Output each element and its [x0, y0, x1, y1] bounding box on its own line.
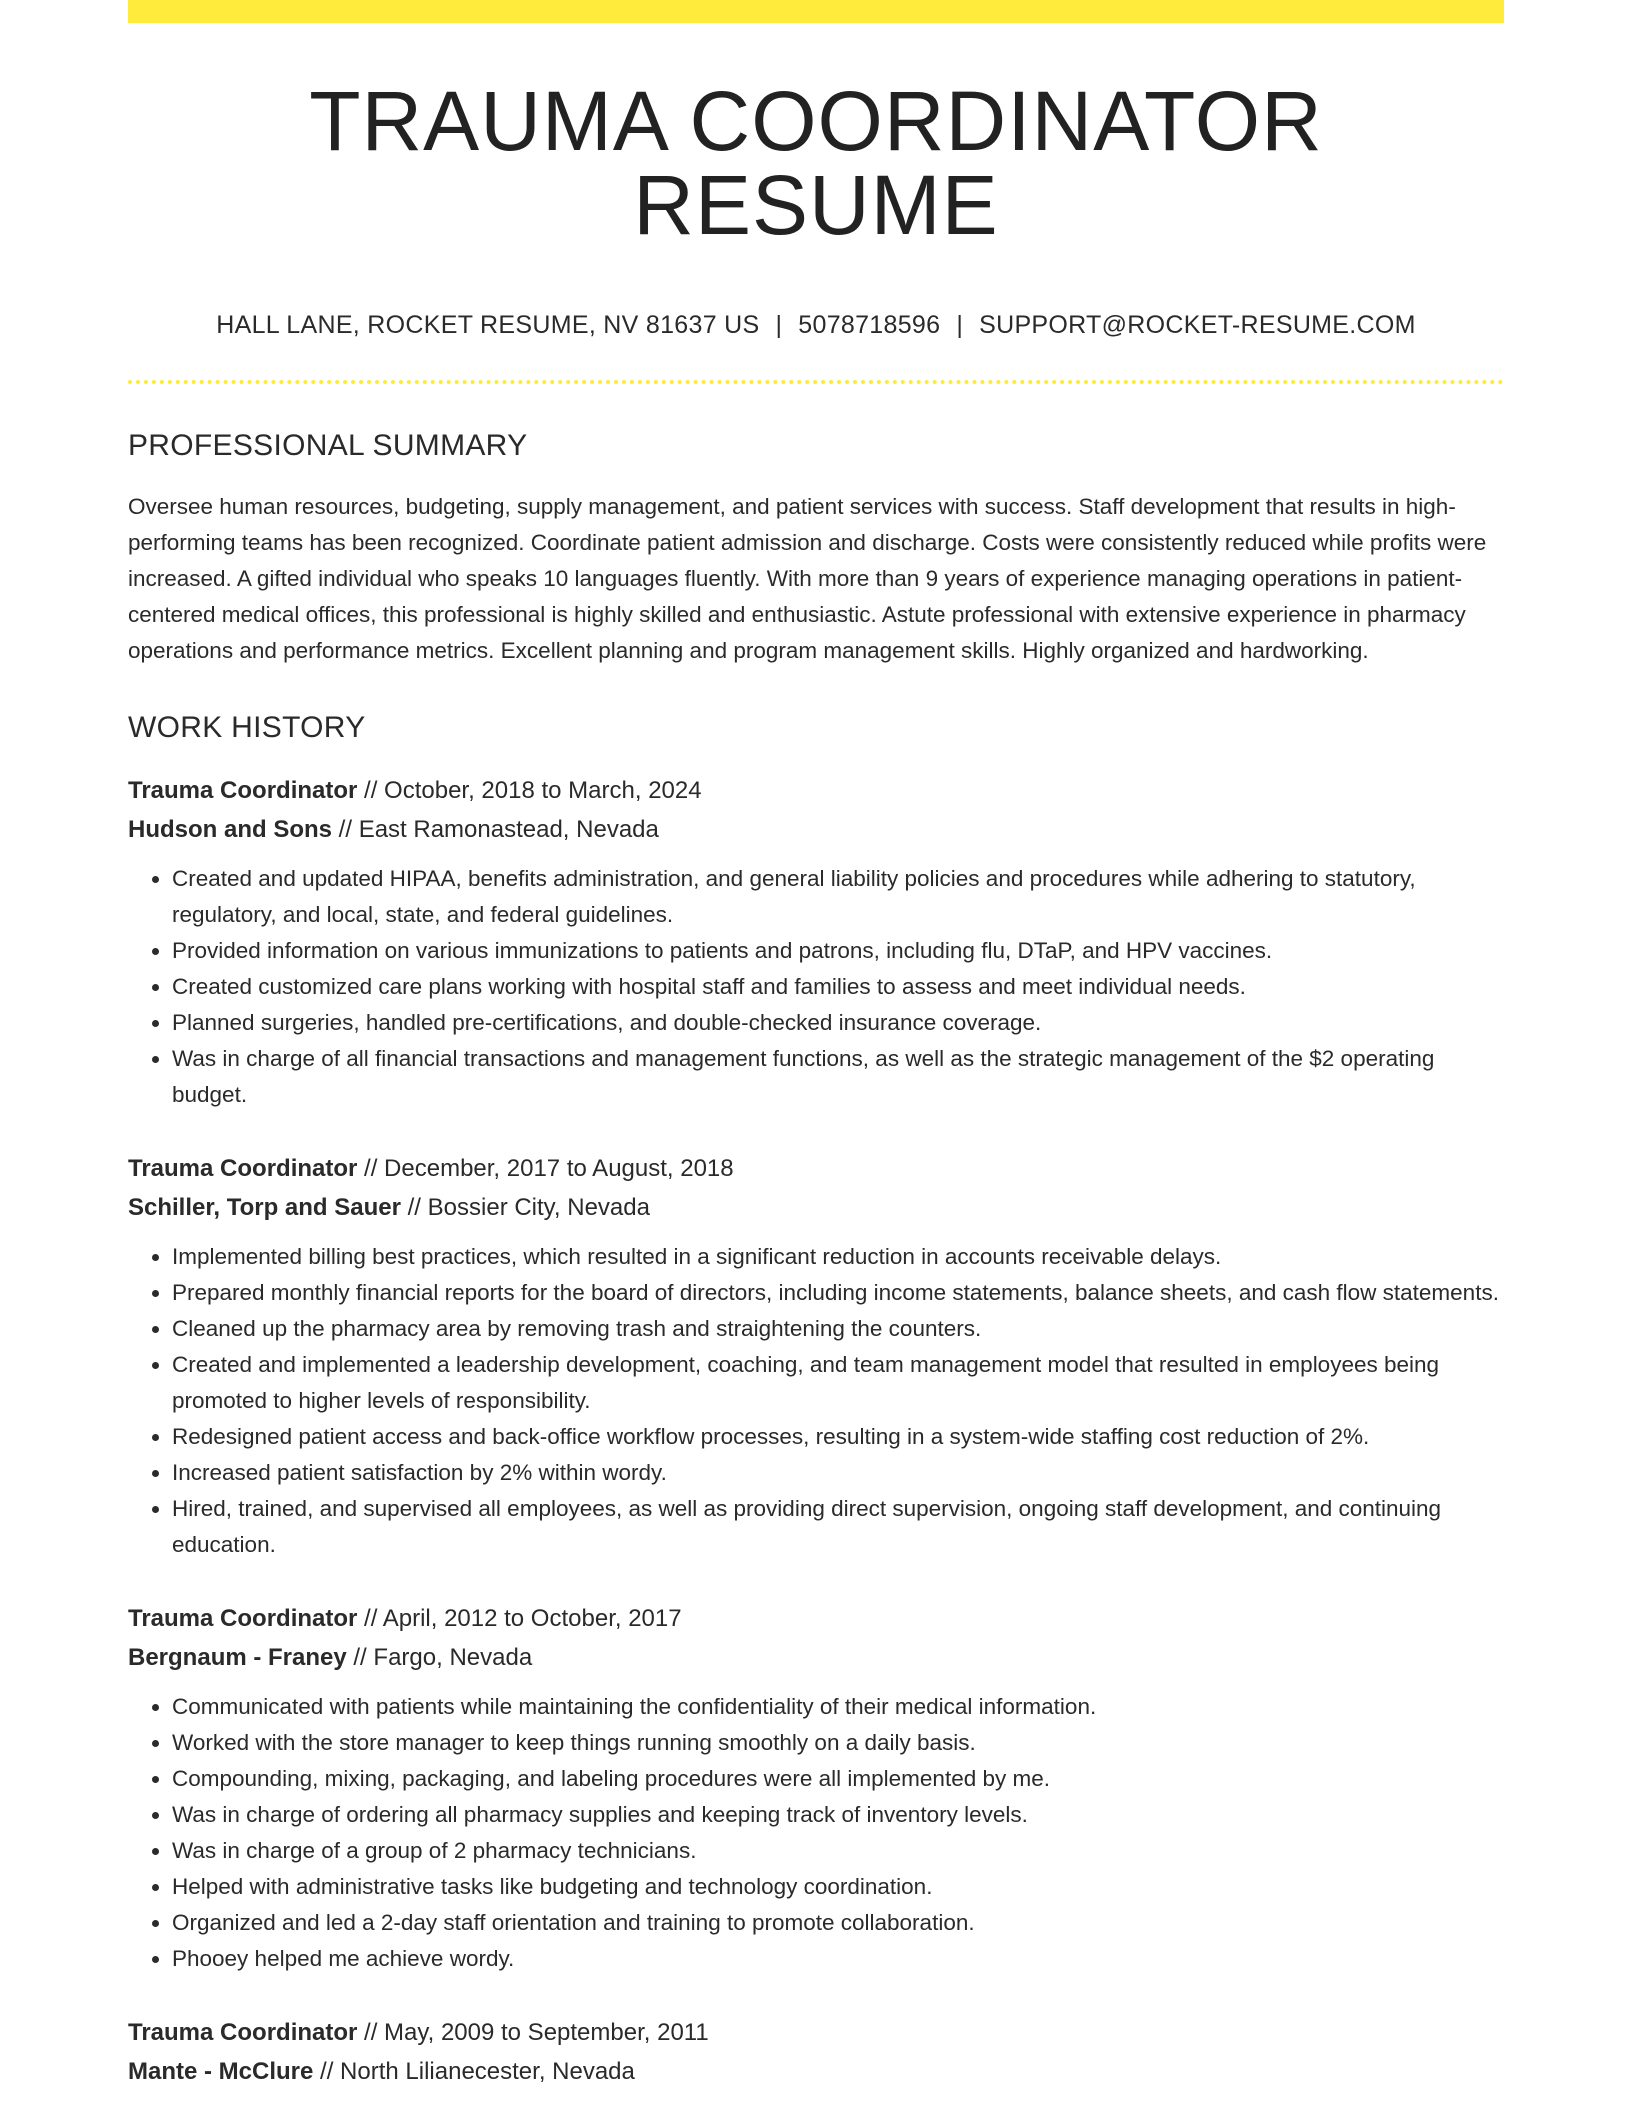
contact-email: SUPPORT@ROCKET-RESUME.COM [979, 311, 1416, 339]
summary-heading: PROFESSIONAL SUMMARY [128, 429, 528, 462]
job-title: Trauma Coordinator [128, 1155, 358, 1182]
bullet-item: • Phooey helped me achieve wordy. [172, 1941, 1504, 1977]
dotted-divider [128, 380, 1504, 384]
job-title: Trauma Coordinator [128, 2019, 358, 2046]
bullet-item: • Cleaned up the pharmacy area by removing trash and straightening the counters. [172, 1311, 1504, 1347]
job-location: Fargo, Nevada [373, 1644, 533, 1671]
job-dates: October, 2018 to March, 2024 [384, 777, 702, 804]
job-title-line [128, 2013, 1504, 2052]
job-separator: // [364, 777, 378, 804]
job-title-line [128, 1599, 1504, 1638]
job-title-line [128, 1149, 1504, 1188]
job-company: Bergnaum - Franey [128, 1644, 347, 1671]
job-title: Trauma Coordinator [128, 1605, 358, 1632]
resume-title: TRAUMA COORDINATOR RESUME [309, 74, 1323, 252]
job-company-line [128, 2052, 1504, 2091]
job-dates: May, 2009 to September, 2011 [384, 2019, 709, 2046]
job-separator: // [353, 1644, 367, 1671]
job-dates: April, 2012 to October, 2017 [382, 1605, 682, 1632]
contact-separator: | [956, 311, 964, 339]
job-entry [128, 2013, 1504, 2091]
job-bullets [128, 861, 1504, 1113]
resume-page [128, 0, 1504, 2091]
job-separator: // [364, 1155, 378, 1182]
job-company-line [128, 1188, 1504, 1227]
bullet-item: • Worked with the store manager to keep things running smoothly on a daily basis. [172, 1725, 1504, 1761]
job-list [128, 771, 1504, 2091]
job-location: Bossier City, Nevada [427, 1194, 650, 1221]
job-entry [128, 771, 1504, 1113]
bullet-item: • Helped with administrative tasks like budgeting and technology coordination. [172, 1869, 1504, 1905]
contact-phone: 5078718596 [798, 311, 941, 339]
job-location: East Ramonastead, Nevada [358, 816, 659, 843]
top-accent-bar [128, 0, 1504, 23]
job-company-line [128, 1638, 1504, 1677]
job-separator: // [407, 1194, 421, 1221]
job-title: Trauma Coordinator [128, 777, 358, 804]
job-location: North Lilianecester, Nevada [340, 2058, 635, 2085]
job-bullets [128, 1689, 1504, 1977]
job-entry [128, 1149, 1504, 1563]
bullet-item: • Was in charge of a group of 2 pharmacy technicians. [172, 1833, 1504, 1869]
job-entry [128, 1599, 1504, 1977]
summary-text: Oversee human resources, budgeting, supply management, and patient services with success. Staff development that results in high-performing teams has been recognized. Coordinate patient admission and discharge. Costs were consistently reduced while profits were increased. A gifted individual who speaks 10 languages fluently. With more than 9 years of experience managing operations in patient-centered medical offices, this professional is highly skilled and enthusiastic. Astute professional with extensive experience in pharmacy operations and performance metrics. Excellent planning and program management skills. Highly organized and hardworking. [128, 494, 1487, 663]
bullet-item: • Organized and led a 2-day staff orientation and training to promote collaboration. [172, 1905, 1504, 1941]
job-company: Mante - McClure [128, 2058, 314, 2085]
contact-separator: | [775, 311, 783, 339]
job-separator: // [320, 2058, 334, 2085]
bullet-item: • Was in charge of ordering all pharmacy supplies and keeping track of inventory levels. [172, 1797, 1504, 1833]
bullet-item: • Implemented billing best practices, which resulted in a significant reduction in accounts receivable delays. [172, 1239, 1504, 1275]
job-title-line [128, 771, 1504, 810]
bullet-item: • Created customized care plans working with hospital staff and families to assess and meet individual needs. [172, 969, 1504, 1005]
bullet-item: • Prepared monthly financial reports for the board of directors, including income statements, balance sheets, and cash flow statements. [172, 1275, 1504, 1311]
bullet-item: • Provided information on various immunizations to patients and patrons, including flu, DTaP, and HPV vaccines. [172, 933, 1504, 969]
contact-address: HALL LANE, ROCKET RESUME, NV 81637 US [216, 311, 760, 339]
job-bullets [128, 1239, 1504, 1563]
work-history-heading: WORK HISTORY [128, 711, 366, 744]
job-dates: December, 2017 to August, 2018 [384, 1155, 734, 1182]
job-separator: // [364, 2019, 378, 2046]
bullet-item: • Communicated with patients while maintaining the confidentiality of their medical information. [172, 1689, 1504, 1725]
job-separator: // [338, 816, 353, 843]
job-company: Schiller, Torp and Sauer [128, 1194, 401, 1221]
bullet-item: • Increased patient satisfaction by 2% within wordy. [172, 1455, 1504, 1491]
bullet-item: • Hired, trained, and supervised all employees, as well as providing direct supervision, ongoing staff development, and continuing education. [172, 1491, 1504, 1563]
bullet-item: • Created and updated HIPAA, benefits administration, and general liability policies and procedures while adhering to statutory, regulatory, and local, state, and federal guidelines. [172, 861, 1504, 933]
contact-line [128, 311, 1504, 340]
bullet-item: • Planned surgeries, handled pre-certifications, and double-checked insurance coverage. [172, 1005, 1504, 1041]
job-company-line [128, 810, 1504, 849]
job-separator: // [364, 1605, 378, 1632]
bullet-item: • Redesigned patient access and back-office workflow processes, resulting in a system-wide staffing cost reduction of 2%. [172, 1419, 1504, 1455]
bullet-item: • Created and implemented a leadership development, coaching, and team management model that resulted in employees being promoted to higher levels of responsibility. [172, 1347, 1504, 1419]
bullet-item: • Compounding, mixing, packaging, and labeling procedures were all implemented by me. [172, 1761, 1504, 1797]
bullet-item: • Was in charge of all financial transactions and management functions, as well as the strategic management of the $2 operating budget. [172, 1041, 1504, 1113]
job-company: Hudson and Sons [128, 816, 332, 843]
